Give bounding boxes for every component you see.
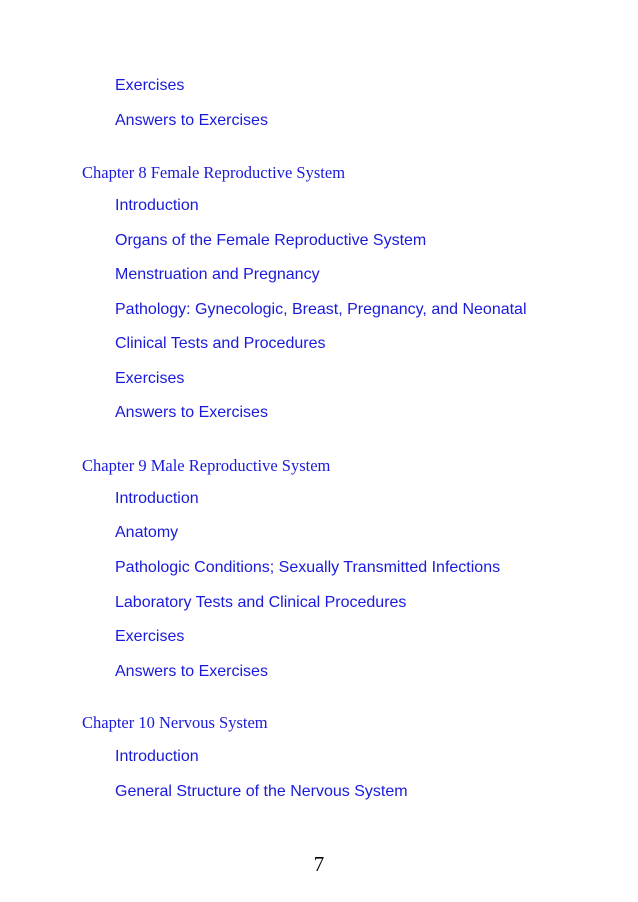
chapter-10-heading[interactable]: Chapter 10 Nervous System: [82, 713, 268, 732]
toc-link-pathology[interactable]: Pathology: Gynecologic, Breast, Pregnancy, and Neonatal: [115, 301, 527, 318]
toc-link-exercises[interactable]: Exercises: [115, 77, 185, 94]
toc-link-introduction[interactable]: Introduction: [115, 748, 199, 765]
toc-link-pathologic-conditions[interactable]: Pathologic Conditions; Sexually Transmitted Infections: [115, 559, 501, 576]
toc-link-clinical-tests-and-procedures[interactable]: Clinical Tests and Procedures: [115, 335, 326, 352]
toc-link-anatomy[interactable]: Anatomy: [115, 524, 179, 541]
toc-link-menstruation-and-pregnancy[interactable]: Menstruation and Pregnancy: [115, 266, 320, 283]
toc-link-introduction[interactable]: Introduction: [115, 197, 199, 214]
toc-link-organs-female-reproductive-system[interactable]: Organs of the Female Reproductive System: [115, 232, 427, 249]
chapter-8-heading[interactable]: Chapter 8 Female Reproductive System: [82, 163, 346, 182]
toc-link-general-structure-nervous-system[interactable]: General Structure of the Nervous System: [115, 783, 408, 800]
chapter-9-heading[interactable]: Chapter 9 Male Reproductive System: [82, 456, 331, 475]
page-number: 7: [313, 852, 325, 876]
toc-link-laboratory-tests[interactable]: Laboratory Tests and Clinical Procedures: [115, 594, 407, 611]
toc-link-answers-to-exercises[interactable]: Answers to Exercises: [115, 112, 268, 129]
toc-link-answers-to-exercises[interactable]: Answers to Exercises: [115, 404, 268, 421]
toc-link-exercises[interactable]: Exercises: [115, 370, 185, 387]
toc-link-answers-to-exercises[interactable]: Answers to Exercises: [115, 663, 268, 680]
toc-link-exercises[interactable]: Exercises: [115, 628, 185, 645]
toc-link-introduction[interactable]: Introduction: [115, 490, 199, 507]
